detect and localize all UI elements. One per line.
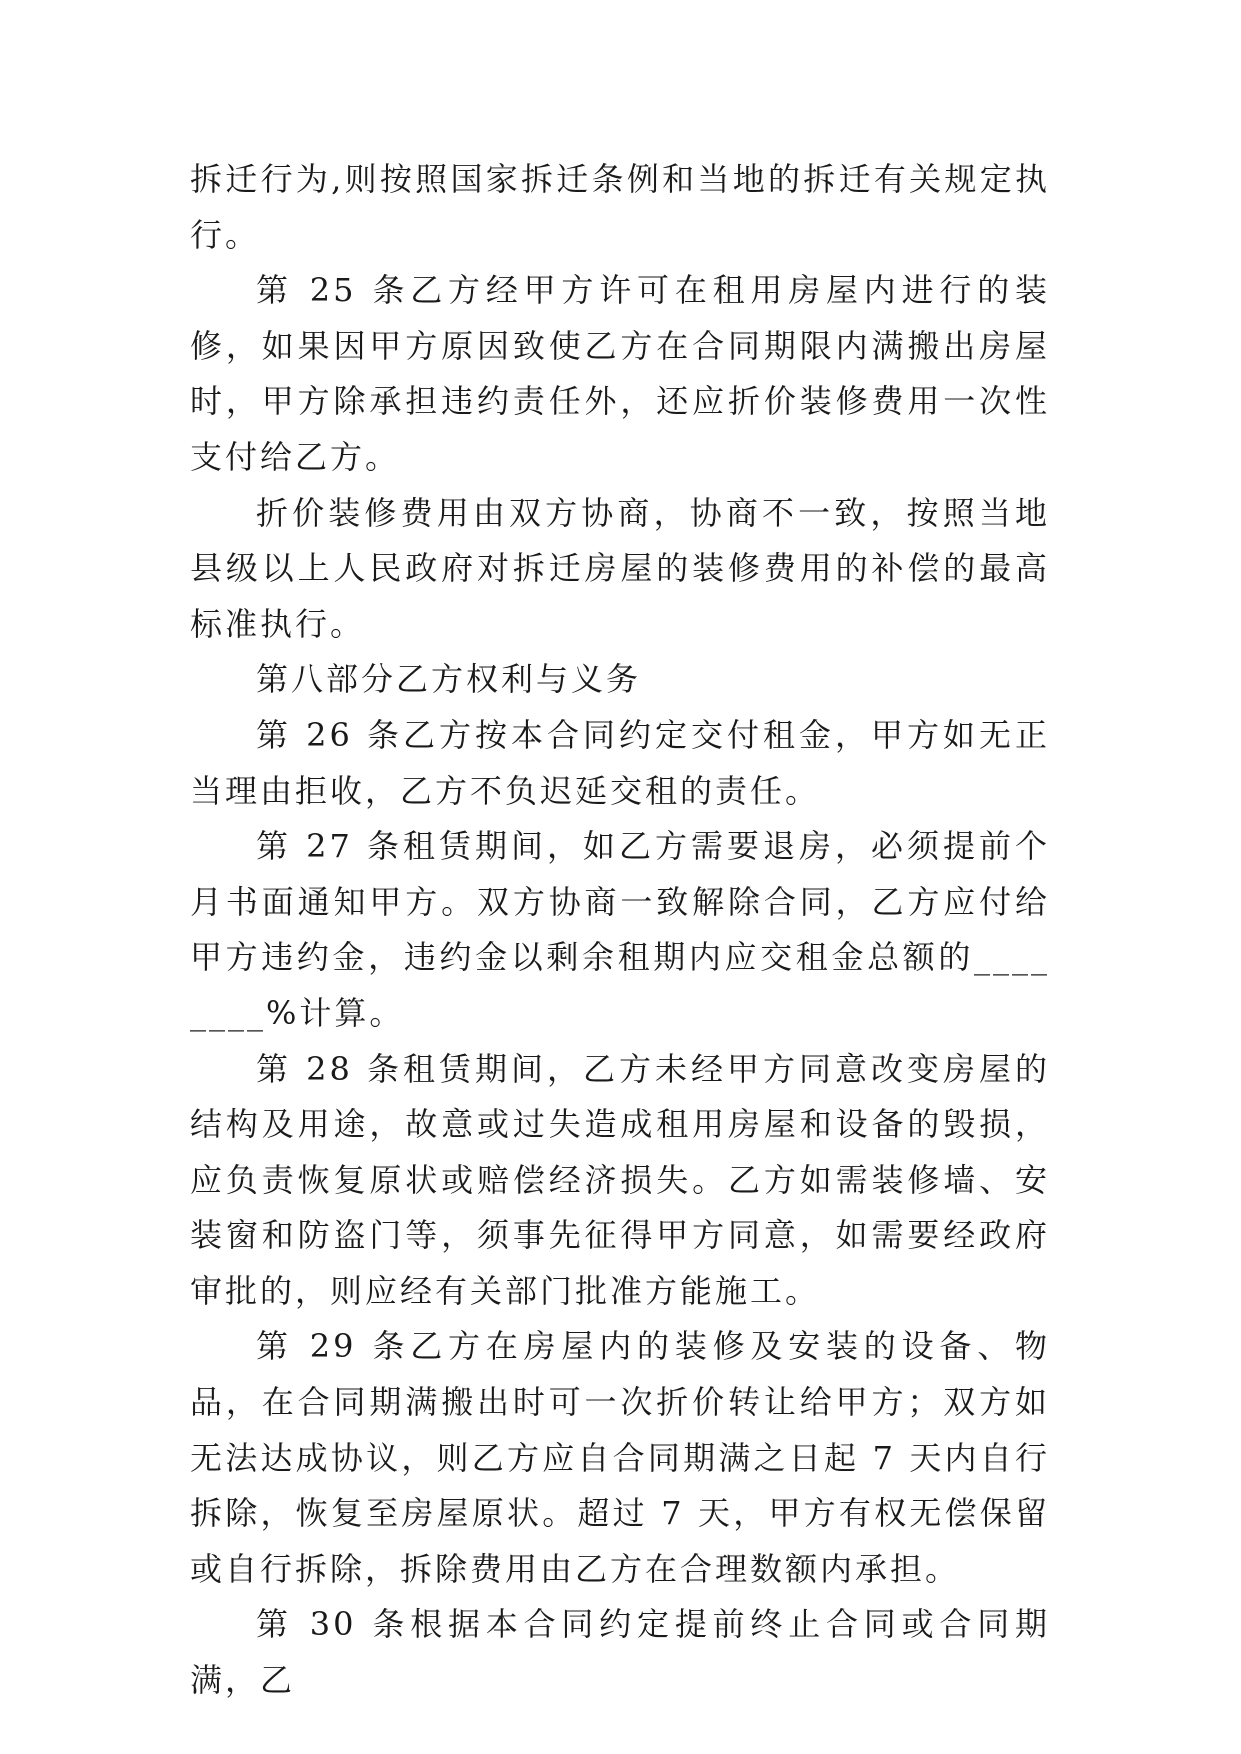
paragraph-demolition-continuation: 拆迁行为,则按照国家拆迁条例和当地的拆迁有关规定执行。 xyxy=(190,160,1050,254)
paragraph-article-26: 第 26 条乙方按本合同约定交付租金，甲方如无正当理由拒收，乙方不负迟延交租的责任。 xyxy=(190,715,1050,810)
paragraph-article-28: 第 28 条租赁期间，乙方未经甲方同意改变房屋的结构及用途，故意或过失造成租用房屋和设备的毁损，应负责恢复原状或赔偿经济损失。乙方如需装修墙、安装窗和防盗门等，须事先征得甲方同意，如需要经政府审批的，则应经有关部门批准方能施工。 xyxy=(190,1049,1050,1310)
paragraph-article-30: 第 30 条根据本合同约定提前终止合同或合同期满，乙 xyxy=(190,1605,1050,1700)
document-body xyxy=(190,152,1050,1709)
paragraph-renovation-compensation: 折价装修费用由双方协商，协商不一致，按照当地县级以上人民政府对拆迁房屋的装修费用的补偿的最高标准执行。 xyxy=(190,493,1050,643)
section-heading-part-8: 第八部分乙方权利与义务 xyxy=(256,660,642,699)
paragraph-article-27: 第 27 条租赁期间，如乙方需要退房，必须提前个月书面通知甲方。双方协商一致解除合同，乙方应付给甲方违约金，违约金以剩余租期内应交租金总额的________%计算。 xyxy=(190,827,1050,1032)
paragraph-article-29: 第 29 条乙方在房屋内的装修及安装的设备、物品，在合同期满搬出时可一次折价转让给甲方；双方如无法达成协议，则乙方应自合同期满之日起 7 天内自行拆除，恢复至房屋原状。超过 7 天，甲方有权无偿保留或自行拆除，拆除费用由乙方在合理数额内承担。 xyxy=(190,1327,1050,1588)
paragraph-article-25: 第 25 条乙方经甲方许可在租用房屋内进行的装修，如果因甲方原因致使乙方在合同期限内满搬出房屋时，甲方除承担违约责任外，还应折价装修费用一次性支付给乙方。 xyxy=(190,271,1050,476)
